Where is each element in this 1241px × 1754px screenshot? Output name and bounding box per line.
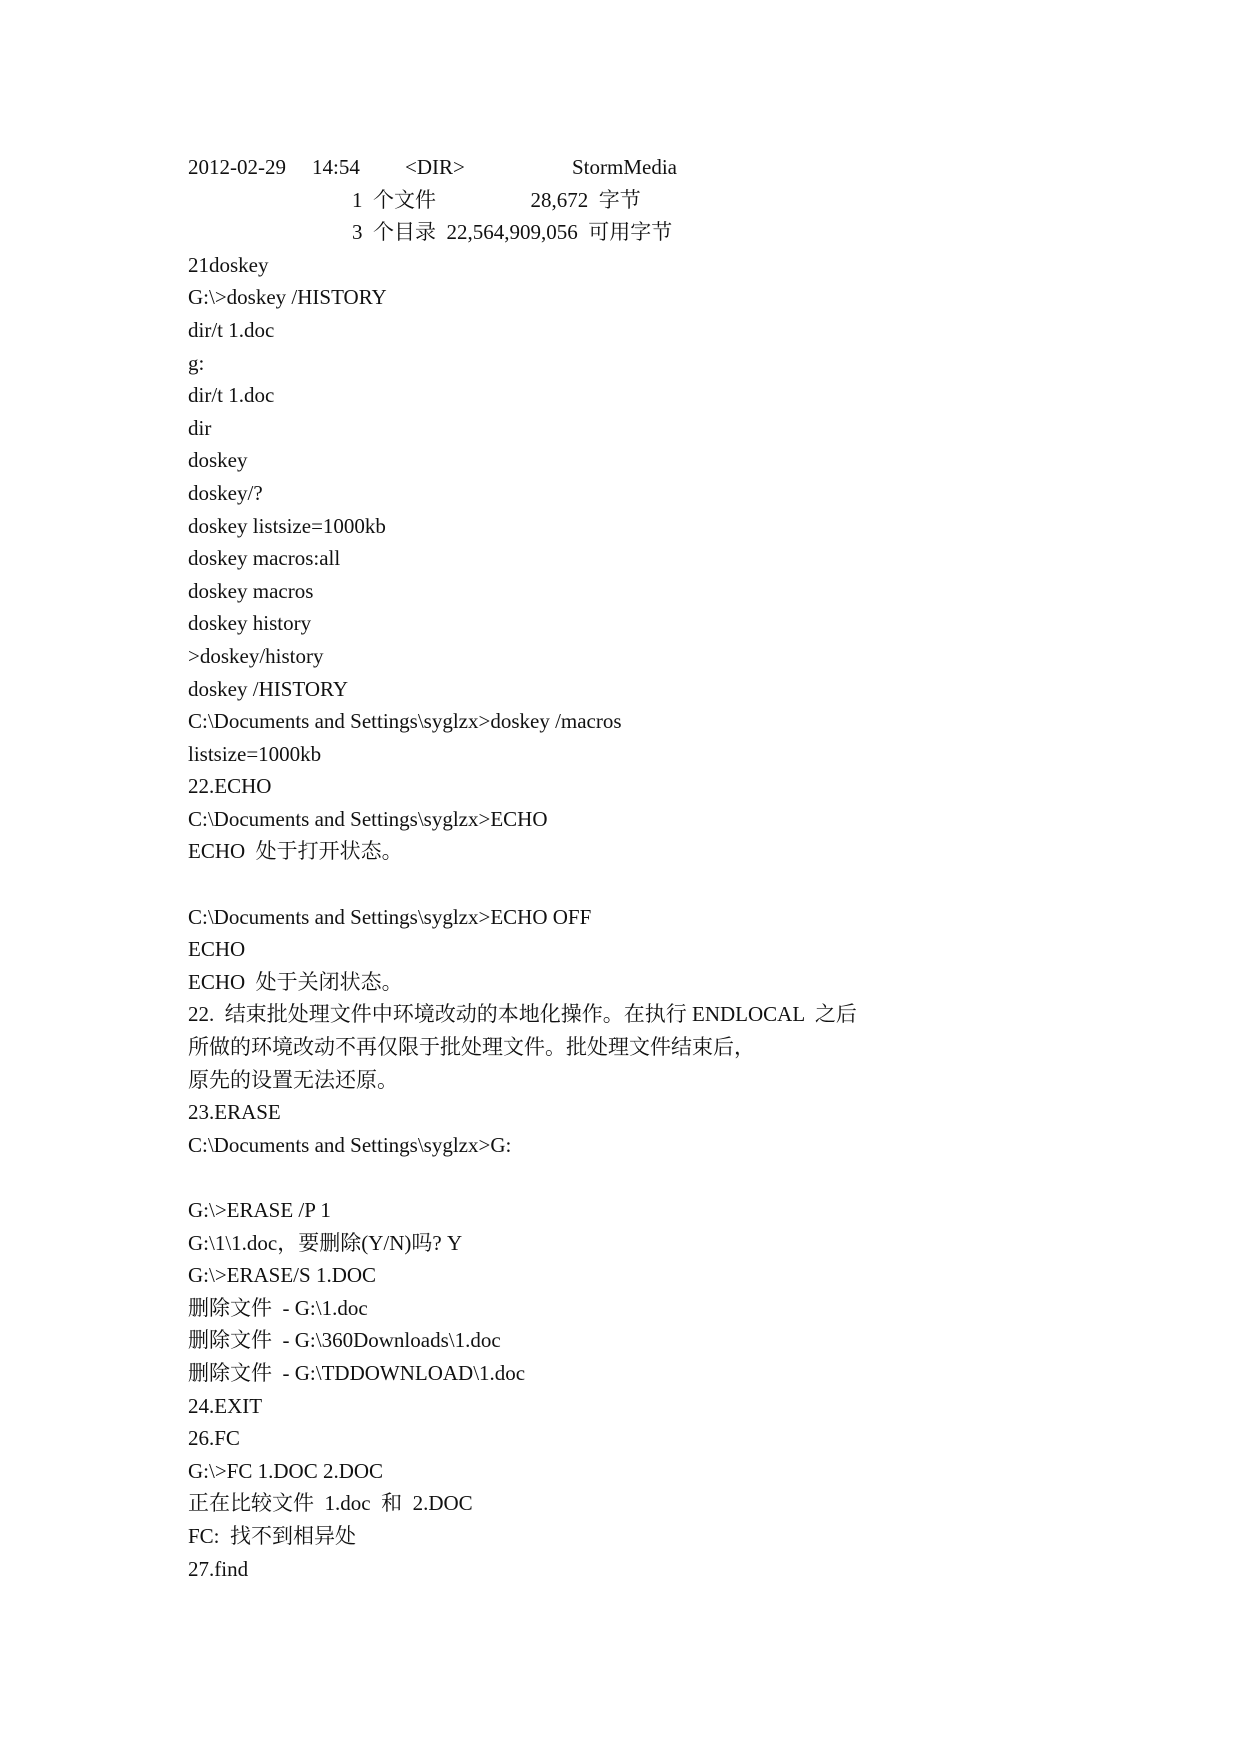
text-line: 删除文件 - G:\360Downloads\1.doc xyxy=(188,1328,501,1353)
text-line: g: xyxy=(188,350,205,375)
text-line: doskey /HISTORY xyxy=(188,676,349,701)
text-line: 删除文件 - G:\TDDOWNLOAD\1.doc xyxy=(188,1360,526,1385)
text-line: dir/t 1.doc xyxy=(188,317,275,342)
text-line: 24.EXIT xyxy=(188,1393,263,1418)
dir-name: StormMedia xyxy=(572,155,677,179)
dir-listing-row xyxy=(188,151,1148,184)
blank-line xyxy=(188,1161,1148,1194)
text-lines xyxy=(188,249,1148,1585)
text-line: 正在比较文件 1.doc 和 2.DOC xyxy=(188,1491,473,1516)
text-line: C:\Documents and Settings\syglzx>ECHO OFF xyxy=(188,904,592,929)
text-line: G:\>ERASE/S 1.DOC xyxy=(188,1263,377,1288)
summary-dirs: 3 个目录 22,564,909,056 可用字节 xyxy=(352,220,673,245)
text-line: 删除文件 - G:\1.doc xyxy=(188,1295,368,1320)
text-line: doskey history xyxy=(188,611,312,636)
dir-tag: <DIR> xyxy=(405,155,465,179)
dir-time: 14:54 xyxy=(312,155,360,179)
text-line: 26.FC xyxy=(188,1426,240,1451)
text-line: 所做的环境改动不再仅限于批处理文件。批处理文件结束后， xyxy=(188,1035,755,1060)
text-line: listsize=1000kb xyxy=(188,741,322,766)
text-line: >doskey/history xyxy=(188,643,324,668)
text-line: doskey xyxy=(188,448,248,473)
text-line: 22. 结束批处理文件中环境改动的本地化操作。在执行 ENDLOCAL 之后 xyxy=(188,1002,857,1027)
text-line: G:\>ERASE /P 1 xyxy=(188,1198,331,1222)
summary-dirs-row xyxy=(188,216,1148,249)
text-line: G:\>doskey /HISTORY xyxy=(188,285,387,310)
text-line: G:\>FC 1.DOC 2.DOC xyxy=(188,1458,384,1483)
text-line: ECHO xyxy=(188,937,246,962)
text-line: FC: 找不到相异处 xyxy=(188,1523,357,1548)
text-line: 27.find xyxy=(188,1556,249,1581)
text-line: ECHO 处于打开状态。 xyxy=(188,839,403,864)
text-line: C:\Documents and Settings\syglzx>G: xyxy=(188,1132,512,1157)
text-line: doskey listsize=1000kb xyxy=(188,513,386,538)
text-line: ECHO 处于关闭状态。 xyxy=(188,969,403,994)
dir-date: 2012-02-29 xyxy=(188,155,286,179)
text-line: 23.ERASE xyxy=(188,1100,281,1125)
summary-files: 1 个文件 28,672 字节 xyxy=(352,187,641,212)
text-line: doskey macros xyxy=(188,578,314,603)
text-line: 22.ECHO xyxy=(188,774,272,799)
text-line: doskey/? xyxy=(188,480,263,505)
text-line: dir/t 1.doc xyxy=(188,383,275,408)
text-line: dir xyxy=(188,415,212,440)
text-line: doskey macros:all xyxy=(188,546,341,571)
text-line: C:\Documents and Settings\syglzx>ECHO xyxy=(188,806,548,831)
text-line: 原先的设置无法还原。 xyxy=(188,1067,398,1092)
text-line: G:\1\1.doc，要删除(Y/N)吗? Y xyxy=(188,1230,463,1255)
blank-line xyxy=(188,868,1148,901)
summary-files-row xyxy=(188,184,1148,217)
text-line: 21doskey xyxy=(188,252,269,277)
document-body xyxy=(188,151,1148,1585)
text-line: C:\Documents and Settings\syglzx>doskey /macros xyxy=(188,709,622,734)
